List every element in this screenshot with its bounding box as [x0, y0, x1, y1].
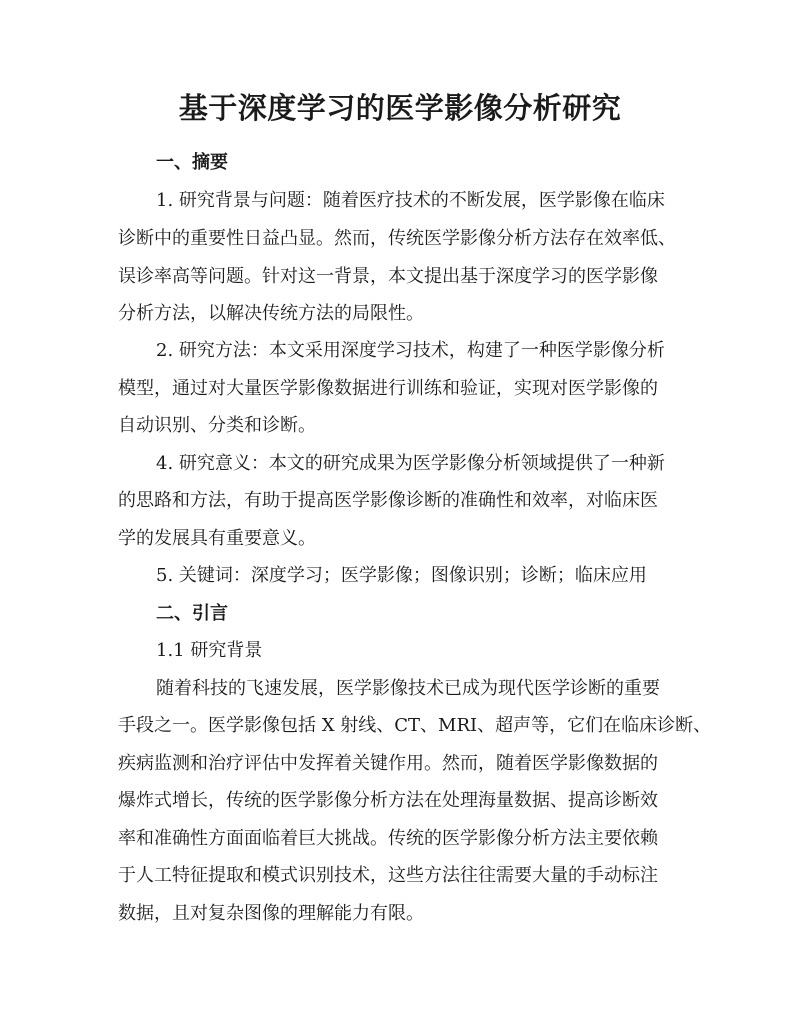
abstract-item4-line: 学的发展具有重要意义。 — [118, 528, 316, 549]
abstract-item2-line: 2. 研究方法：本文采用深度学习技术，构建了一种医学影像分析 — [156, 340, 665, 361]
intro-paragraph-line: 随着科技的飞速发展，医学影像技术已成为现代医学诊断的重要 — [156, 678, 660, 699]
intro-paragraph-line: 于人工特征提取和模式识别技术，这些方法往往需要大量的手动标注 — [118, 865, 658, 886]
subsection-heading: 1.1 研究背景 — [156, 640, 263, 661]
intro-paragraph-line: 率和准确性方面面临着巨大挑战。传统的医学影像分析方法主要依赖 — [118, 828, 658, 849]
abstract-item2-line: 自动识别、分类和诊断。 — [118, 415, 316, 436]
intro-paragraph-line: 爆炸式增长，传统的医学影像分析方法在处理海量数据、提高诊断效 — [118, 790, 658, 811]
abstract-item1-line: 分析方法，以解决传统方法的局限性。 — [118, 303, 424, 324]
intro-paragraph-line: 疾病监测和治疗评估中发挥着关键作用。然而，随着医学影像数据的 — [118, 753, 658, 774]
abstract-item1-line: 误诊率高等问题。针对这一背景，本文提出基于深度学习的医学影像 — [118, 266, 658, 287]
intro-paragraph-line: 数据，且对复杂图像的理解能力有限。 — [118, 903, 424, 924]
abstract-item4-line: 4. 研究意义：本文的研究成果为医学影像分析领域提供了一种新 — [156, 453, 665, 474]
abstract-item4-line: 的思路和方法，有助于提高医学影像诊断的准确性和效率，对临床医 — [118, 490, 658, 511]
section-heading-introduction: 二、引言 — [156, 603, 228, 624]
section-heading-abstract: 一、摘要 — [156, 152, 228, 173]
page-title: 基于深度学习的医学影像分析研究 — [178, 91, 622, 125]
abstract-keywords-line: 5. 关键词：深度学习；医学影像；图像识别；诊断；临床应用 — [156, 565, 647, 586]
abstract-item1-line: 诊断中的重要性日益凸显。然而，传统医学影像分析方法存在效率低、 — [118, 228, 676, 249]
abstract-item2-line: 模型，通过对大量医学影像数据进行训练和验证，实现对医学影像的 — [118, 378, 658, 399]
abstract-item1-line: 1. 研究背景与问题：随着医疗技术的不断发展，医学影像在临床 — [156, 190, 665, 211]
intro-paragraph-line: 手段之一。医学影像包括 X 射线、CT、MRI、超声等，它们在临床诊断、 — [118, 715, 712, 736]
